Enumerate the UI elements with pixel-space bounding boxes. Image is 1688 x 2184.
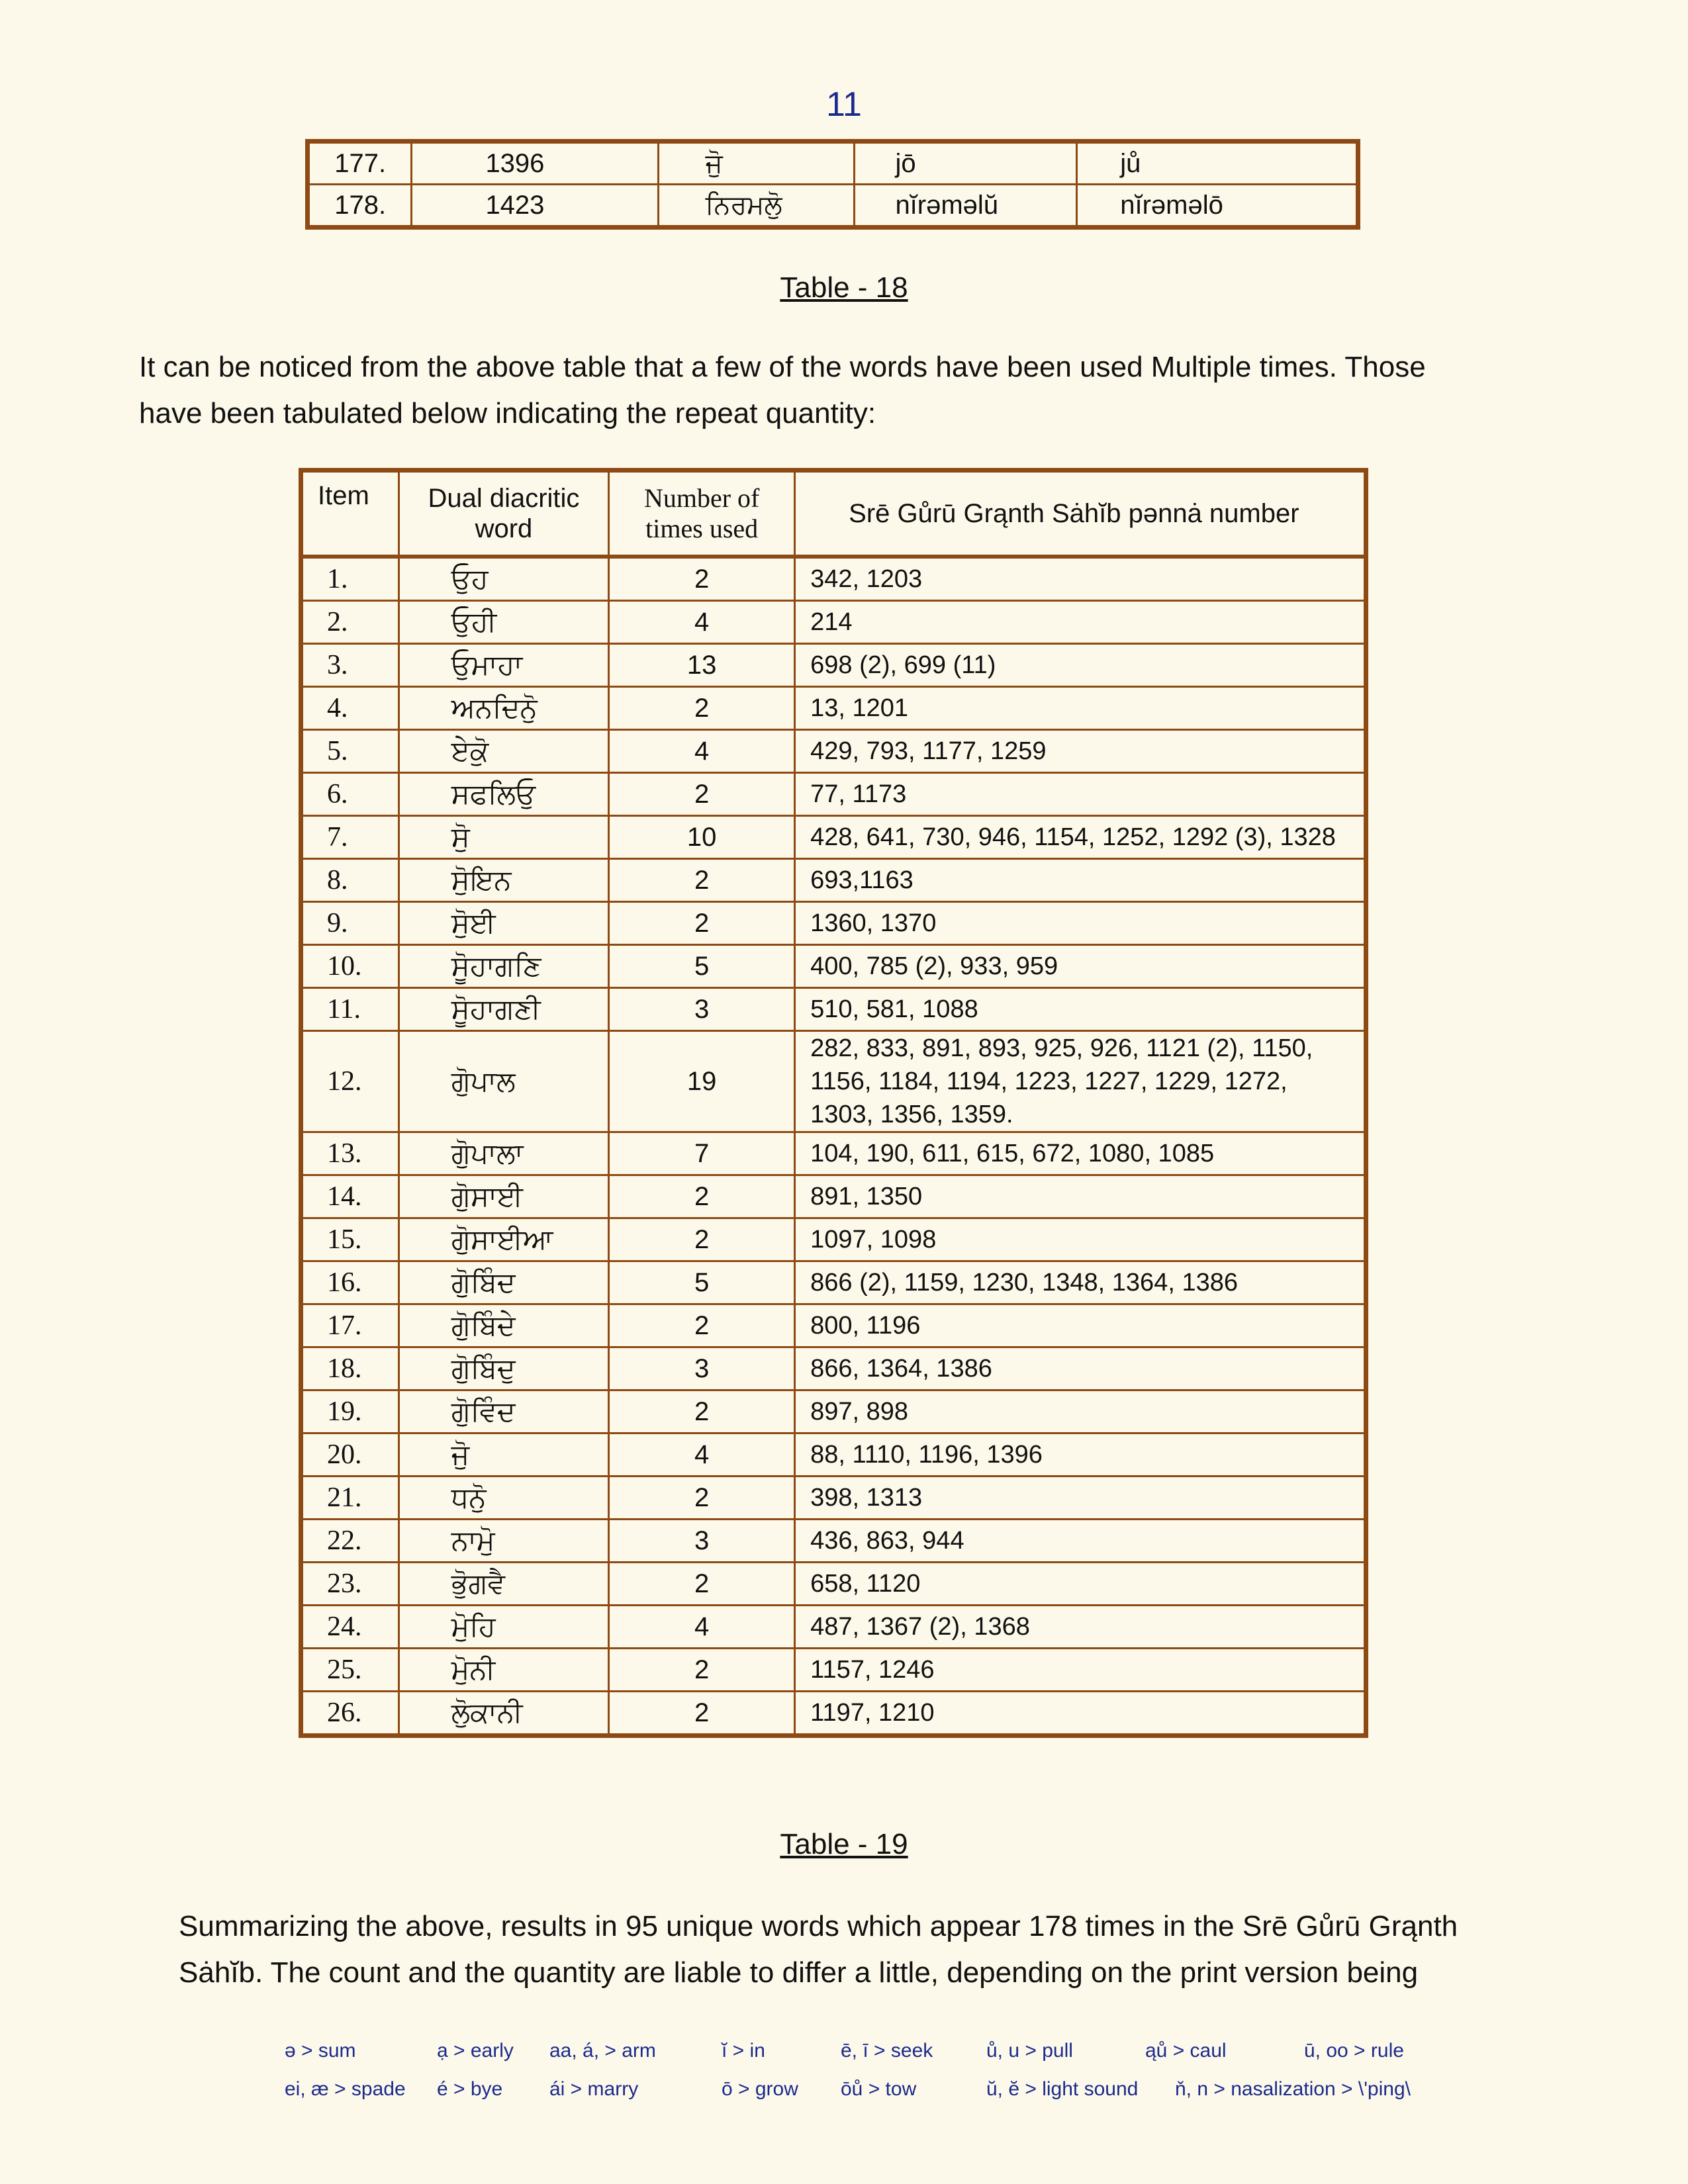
panna-numbers: 1097, 1098 xyxy=(795,1218,1366,1261)
table-row xyxy=(301,902,1366,945)
times-used: 3 xyxy=(609,1347,795,1390)
times-used: 3 xyxy=(609,1520,795,1563)
gurmukhi-word: ਗੋੁਪਾਲ xyxy=(399,1031,608,1132)
gurmukhi-word: ਅਨਦਿਨੋੁ xyxy=(399,687,608,730)
header-word-line2: word xyxy=(475,514,533,543)
gurmukhi-word: ਸਫਲਿਓੁ xyxy=(399,773,608,816)
gurmukhi-word: ਗੋੁਬਿੰਦੇ xyxy=(399,1304,608,1347)
times-used: 2 xyxy=(609,773,795,816)
panna-numbers: 1360, 1370 xyxy=(795,902,1366,945)
table-row xyxy=(301,1175,1366,1218)
pronunciation-entry: ei, æ > spade xyxy=(285,2078,406,2100)
table-row xyxy=(301,945,1366,988)
item-number: 26. xyxy=(301,1692,399,1736)
gurmukhi-word: ਓੁਹ xyxy=(399,557,608,601)
panna-numbers: 214 xyxy=(795,601,1366,644)
item-number: 8. xyxy=(301,859,399,902)
intro-paragraph xyxy=(139,344,1562,437)
intro-line-2: have been tabulated below indicating the repeat quantity: xyxy=(139,397,876,430)
panna-numbers: 282, 833, 891, 893, 925, 926, 1121 (2), 1150, 1156, 1184, 1194, 1223, 1227, 1229, 1272, 1303, 1356, 1359. xyxy=(795,1031,1366,1132)
panna-numbers: 429, 793, 1177, 1259 xyxy=(795,730,1366,773)
gurmukhi-word: ਓੁਹੀ xyxy=(399,601,608,644)
panna-numbers: 693,1163 xyxy=(795,859,1366,902)
table-row xyxy=(308,185,1358,228)
gurmukhi-word: ਗੋੁਵਿੰਦ xyxy=(399,1390,608,1433)
gurmukhi-word: ਜੋੁ xyxy=(658,142,855,185)
item-number: 4. xyxy=(301,687,399,730)
item-number: 23. xyxy=(301,1563,399,1606)
header-word xyxy=(399,471,608,557)
item-number: 2. xyxy=(301,601,399,644)
times-used: 5 xyxy=(609,945,795,988)
gurmukhi-word: ਗੋੁਸਾਈ xyxy=(399,1175,608,1218)
header-word-line1: Dual diacritic xyxy=(428,484,580,513)
transliteration-alt: nĭrəməlō xyxy=(1077,185,1358,228)
pronunciation-entry: ōů > tow xyxy=(841,2078,917,2100)
panna-numbers: 866 (2), 1159, 1230, 1348, 1364, 1386 xyxy=(795,1261,1366,1304)
gurmukhi-word: ਨਿਰਮਲੋੁ xyxy=(658,185,855,228)
panna-numbers: 800, 1196 xyxy=(795,1304,1366,1347)
gurmukhi-word: ਧਨੋੁ xyxy=(399,1477,608,1520)
header-count-line1: Number of xyxy=(643,483,760,513)
item-number: 15. xyxy=(301,1218,399,1261)
gurmukhi-word: ਸੋੁਇਨ xyxy=(399,859,608,902)
gurmukhi-word: ਲੋੁਕਾਨੀ xyxy=(399,1692,608,1736)
page-number-cell: 1396 xyxy=(412,142,658,185)
table-row xyxy=(301,1347,1366,1390)
pronunciation-key xyxy=(285,2040,1476,2116)
pronunciation-entry: ū, oo > rule xyxy=(1304,2040,1404,2062)
panna-numbers: 891, 1350 xyxy=(795,1175,1366,1218)
panna-numbers: 1197, 1210 xyxy=(795,1692,1366,1736)
item-number: 3. xyxy=(301,644,399,687)
table-row xyxy=(301,1218,1366,1261)
item-number: 1. xyxy=(301,557,399,601)
panna-numbers: 342, 1203 xyxy=(795,557,1366,601)
panna-numbers: 428, 641, 730, 946, 1154, 1252, 1292 (3), 1328 xyxy=(795,816,1366,859)
header-pages: Srē Gůrū Grąnth Sȧhĭb pənnȧ number xyxy=(795,471,1366,557)
panna-numbers: 398, 1313 xyxy=(795,1477,1366,1520)
repeat-words-table xyxy=(299,468,1368,1738)
table-row xyxy=(301,644,1366,687)
pronunciation-entry: é > bye xyxy=(437,2078,503,2100)
gurmukhi-word: ਮੋੁਨੀ xyxy=(399,1649,608,1692)
gurmukhi-word: ਗੋੁਸਾਈਆ xyxy=(399,1218,608,1261)
table-row xyxy=(301,1649,1366,1692)
times-used: 19 xyxy=(609,1031,795,1132)
page-number-cell: 1423 xyxy=(412,185,658,228)
table-row xyxy=(301,1132,1366,1175)
header-count xyxy=(609,471,795,557)
times-used: 2 xyxy=(609,1649,795,1692)
pronunciation-entry: aa, á, > arm xyxy=(549,2040,656,2062)
times-used: 2 xyxy=(609,1218,795,1261)
summary-paragraph xyxy=(179,1903,1569,1996)
table-caption-18: Table - 18 xyxy=(780,271,908,304)
table-row xyxy=(301,1304,1366,1347)
item-number: 19. xyxy=(301,1390,399,1433)
pronunciation-entry: ē, ī > seek xyxy=(841,2040,933,2062)
summary-line-1: Summarizing the above, results in 95 unique words which appear 178 times in the Srē Gůrū Grąnth xyxy=(179,1910,1458,1942)
table-row xyxy=(301,1606,1366,1649)
panna-numbers: 13, 1201 xyxy=(795,687,1366,730)
item-number: 11. xyxy=(301,988,399,1031)
table-row xyxy=(301,1520,1366,1563)
table-row xyxy=(301,687,1366,730)
item-number: 21. xyxy=(301,1477,399,1520)
item-number: 7. xyxy=(301,816,399,859)
times-used: 2 xyxy=(609,1390,795,1433)
panna-numbers: 104, 190, 611, 615, 672, 1080, 1085 xyxy=(795,1132,1366,1175)
transliteration: jō xyxy=(855,142,1077,185)
panna-numbers: 897, 898 xyxy=(795,1390,1366,1433)
gurmukhi-word: ਓੁਮਾਹਾ xyxy=(399,644,608,687)
pronunciation-row-2 xyxy=(285,2078,1476,2116)
header-count-line2: times used xyxy=(645,514,759,543)
panna-numbers: 77, 1173 xyxy=(795,773,1366,816)
table-row xyxy=(301,1261,1366,1304)
times-used: 4 xyxy=(609,1606,795,1649)
item-number: 17. xyxy=(301,1304,399,1347)
table-row xyxy=(301,1433,1366,1477)
panna-numbers: 658, 1120 xyxy=(795,1563,1366,1606)
pronunciation-entry: ĭ > in xyxy=(722,2040,765,2062)
item-number: 9. xyxy=(301,902,399,945)
gurmukhi-word: ਗੋੁਬਿੰਦੁ xyxy=(399,1347,608,1390)
pronunciation-entry: ů, u > pull xyxy=(986,2040,1073,2062)
times-used: 10 xyxy=(609,816,795,859)
item-number: 16. xyxy=(301,1261,399,1304)
panna-numbers: 510, 581, 1088 xyxy=(795,988,1366,1031)
times-used: 2 xyxy=(609,1563,795,1606)
times-used: 2 xyxy=(609,859,795,902)
item-number: 24. xyxy=(301,1606,399,1649)
gurmukhi-word: ਭੋੁਗਵੈ xyxy=(399,1563,608,1606)
table-header-row xyxy=(301,471,1366,557)
table-row xyxy=(301,601,1366,644)
item-number: 10. xyxy=(301,945,399,988)
pronunciation-row-1 xyxy=(285,2040,1476,2078)
times-used: 4 xyxy=(609,730,795,773)
item-number: 18. xyxy=(301,1347,399,1390)
intro-line-1: It can be noticed from the above table that a few of the words have been used Multiple times. Those xyxy=(139,351,1426,383)
gurmukhi-word: ਸੋੁਈ xyxy=(399,902,608,945)
table-row xyxy=(301,816,1366,859)
table-row xyxy=(301,988,1366,1031)
table-row xyxy=(301,1390,1366,1433)
item-number: 20. xyxy=(301,1433,399,1477)
header-item: Item xyxy=(301,471,399,557)
gurmukhi-word: ਜੋੁ xyxy=(399,1433,608,1477)
panna-numbers: 436, 863, 944 xyxy=(795,1520,1366,1563)
times-used: 2 xyxy=(609,902,795,945)
table-row xyxy=(301,1692,1366,1736)
item-number: 5. xyxy=(301,730,399,773)
item-number: 12. xyxy=(301,1031,399,1132)
times-used: 3 xyxy=(609,988,795,1031)
pronunciation-entry: ŭ, ĕ > light sound xyxy=(986,2078,1139,2100)
table-row xyxy=(301,730,1366,773)
panna-numbers: 487, 1367 (2), 1368 xyxy=(795,1606,1366,1649)
item-number: 22. xyxy=(301,1520,399,1563)
pronunciation-entry: ái > marry xyxy=(549,2078,639,2100)
item-number: 14. xyxy=(301,1175,399,1218)
table-row xyxy=(301,859,1366,902)
times-used: 2 xyxy=(609,1304,795,1347)
transliteration-alt: jů xyxy=(1077,142,1358,185)
gurmukhi-word: ਸੋੂਹਾਗਣਿ xyxy=(399,945,608,988)
times-used: 5 xyxy=(609,1261,795,1304)
table-row xyxy=(308,142,1358,185)
times-used: 2 xyxy=(609,1175,795,1218)
gurmukhi-word: ਨਾਮੋੁ xyxy=(399,1520,608,1563)
table-caption-19: Table - 19 xyxy=(780,1828,908,1860)
pronunciation-entry: ō > grow xyxy=(722,2078,798,2100)
pronunciation-entry: ąů > caul xyxy=(1145,2040,1227,2062)
times-used: 4 xyxy=(609,601,795,644)
row-number: 178. xyxy=(308,185,412,228)
gurmukhi-word: ਗੋੁਪਾਲਾ xyxy=(399,1132,608,1175)
panna-numbers: 1157, 1246 xyxy=(795,1649,1366,1692)
times-used: 2 xyxy=(609,687,795,730)
page-number: 11 xyxy=(826,85,862,124)
panna-numbers: 698 (2), 699 (11) xyxy=(795,644,1366,687)
item-number: 6. xyxy=(301,773,399,816)
times-used: 4 xyxy=(609,1433,795,1477)
table-row xyxy=(301,1031,1366,1132)
gurmukhi-word: ਏਕੋੁ xyxy=(399,730,608,773)
times-used: 13 xyxy=(609,644,795,687)
panna-numbers: 400, 785 (2), 933, 959 xyxy=(795,945,1366,988)
times-used: 2 xyxy=(609,1692,795,1736)
top-table xyxy=(305,139,1360,230)
times-used: 2 xyxy=(609,1477,795,1520)
summary-line-2: Sȧhĭb. The count and the quantity are liable to differ a little, depending on the print version being xyxy=(179,1956,1419,1989)
item-number: 13. xyxy=(301,1132,399,1175)
panna-numbers: 866, 1364, 1386 xyxy=(795,1347,1366,1390)
table-row xyxy=(301,1563,1366,1606)
transliteration: nĭrəməlŭ xyxy=(855,185,1077,228)
table-row xyxy=(301,773,1366,816)
row-number: 177. xyxy=(308,142,412,185)
pronunciation-entry: ə > sum xyxy=(285,2040,356,2062)
table-row xyxy=(301,557,1366,601)
gurmukhi-word: ਗੋੁਬਿੰਦ xyxy=(399,1261,608,1304)
times-used: 2 xyxy=(609,557,795,601)
panna-numbers: 88, 1110, 1196, 1396 xyxy=(795,1433,1366,1477)
times-used: 7 xyxy=(609,1132,795,1175)
item-number: 25. xyxy=(301,1649,399,1692)
gurmukhi-word: ਮੋੁਹਿ xyxy=(399,1606,608,1649)
gurmukhi-word: ਸੋੂਹਾਗਣੀ xyxy=(399,988,608,1031)
pronunciation-entry: ạ > early xyxy=(437,2040,514,2062)
pronunciation-entry: ň, n > nasalization > \'ping\ xyxy=(1175,2078,1411,2100)
table-row xyxy=(301,1477,1366,1520)
gurmukhi-word: ਸੋੁ xyxy=(399,816,608,859)
